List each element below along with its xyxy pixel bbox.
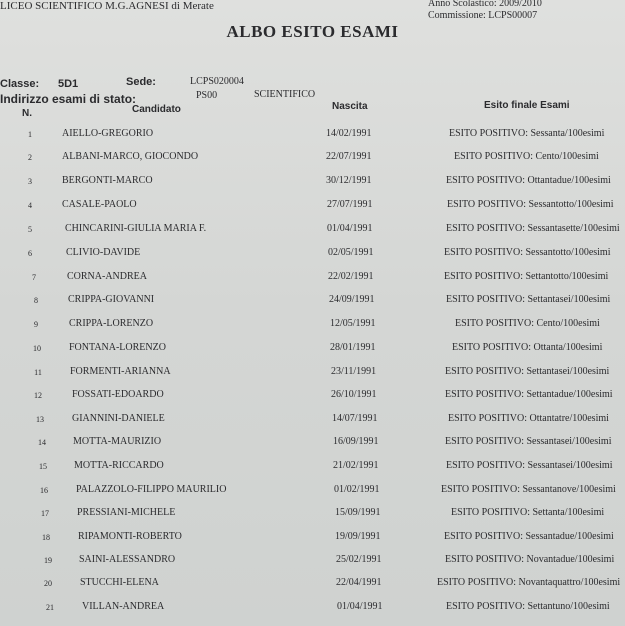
row-esito: ESITO POSITIVO: Sessantadue/100esimi [444,531,614,542]
table-row [0,480,625,502]
row-candidato: PRESSIANI-MICHELE [77,507,176,518]
row-number: 17 [41,509,49,518]
row-esito: ESITO POSITIVO: Novantadue/100esimi [445,554,615,565]
row-nascita: 21/02/1991 [333,460,379,471]
school-name: LICEO SCIENTIFICO M.G.AGNESI di Merate [0,0,214,12]
row-number: 20 [44,579,52,588]
table-row [0,385,625,407]
table-row [0,503,625,525]
row-esito: ESITO POSITIVO: Sessantotto/100esimi [444,247,611,258]
indirizzo-label: Indirizzo esami di stato: [0,92,137,106]
row-number: 16 [40,486,48,495]
row-number: 15 [39,462,47,471]
row-esito: ESITO POSITIVO: Sessantasei/100esimi [446,460,613,471]
row-esito: ESITO POSITIVO: Cento/100esimi [454,151,599,162]
row-candidato: AIELLO-GREGORIO [62,128,154,139]
col-header-esito: Esito finale Esami [484,100,570,111]
row-candidato: CLIVIO-DAVIDE [66,247,141,258]
row-candidato: SAINI-ALESSANDRO [79,554,176,565]
row-esito: ESITO POSITIVO: Settanta/100esimi [451,507,605,518]
row-nascita: 14/02/1991 [326,128,372,139]
row-esito: ESITO POSITIVO: Settantasei/100esimi [446,294,611,305]
row-nascita: 25/02/1991 [336,554,382,565]
table-row [0,432,625,454]
row-nascita: 15/09/1991 [335,507,381,518]
row-esito: ESITO POSITIVO: Cento/100esimi [455,318,600,329]
table-row [0,195,625,217]
indirizzo-value: SCIENTIFICO [254,89,316,100]
row-number: 1 [28,130,32,139]
table-row [0,314,625,336]
row-number: 21 [46,603,54,612]
row-nascita: 24/09/1991 [329,294,375,305]
table-row [0,409,625,431]
row-candidato: CASALE-PAOLO [62,199,137,210]
school-year: Anno Scolastico: 2009/2010 [428,0,542,9]
table-row [0,597,625,619]
row-candidato: MOTTA-MAURIZIO [73,436,162,447]
classe-label: Classe: [0,78,40,90]
row-candidato: MOTTA-RICCARDO [74,460,164,471]
row-candidato: STUCCHI-ELENA [80,577,159,588]
row-nascita: 19/09/1991 [335,531,381,542]
row-candidato: ALBANI-MARCO, GIOCONDO [62,151,199,162]
table-row [0,171,625,193]
row-nascita: 12/05/1991 [330,318,376,329]
row-number: 13 [36,415,44,424]
row-esito: ESITO POSITIVO: Novantaquattro/100esimi [437,577,621,588]
row-candidato: FOSSATI-EDOARDO [72,389,164,400]
row-nascita: 27/07/1991 [327,199,373,210]
row-esito: ESITO POSITIVO: Ottantadue/100esimi [446,175,611,186]
table-row [0,573,625,595]
row-candidato: FORMENTI-ARIANNA [70,366,171,377]
col-header-nascita: Nascita [332,101,368,112]
table-row [0,243,625,265]
row-candidato: FONTANA-LORENZO [69,342,166,353]
row-candidato: CHINCARINI-GIULIA MARIA F. [65,223,207,234]
row-nascita: 22/02/1991 [328,271,374,282]
row-nascita: 16/09/1991 [333,436,379,447]
row-candidato: CRIPPA-LORENZO [69,318,154,329]
row-esito: ESITO POSITIVO: Sessantasette/100esimi [446,223,620,234]
row-nascita: 30/12/1991 [326,175,372,186]
row-esito: ESITO POSITIVO: Sessantasei/100esimi [445,436,612,447]
row-esito: ESITO POSITIVO: Sessantotto/100esimi [447,199,614,210]
row-number: 7 [32,273,36,282]
row-candidato: BERGONTI-MARCO [62,175,153,186]
row-esito: ESITO POSITIVO: Settantadue/100esimi [445,389,613,400]
exam-info [428,0,542,22]
col-header-candidato: Candidato [132,104,181,115]
row-number: 18 [42,533,50,542]
row-candidato: RIPAMONTI-ROBERTO [78,531,182,542]
row-esito: ESITO POSITIVO: Sessantanove/100esimi [441,484,616,495]
indirizzo-code: PS00 [196,90,218,101]
table-row [0,456,625,478]
row-number: 11 [34,368,42,377]
row-nascita: 01/04/1991 [337,601,383,612]
col-header-n: N. [22,108,32,119]
table-row [0,267,625,289]
row-number: 4 [28,201,32,210]
commission: Commissione: LCPS00007 [428,10,538,21]
classe-value: 5D1 [58,78,79,90]
row-esito: ESITO POSITIVO: Settantotto/100esimi [444,271,609,282]
row-esito: ESITO POSITIVO: Ottanta/100esimi [452,342,603,353]
row-esito: ESITO POSITIVO: Settantuno/100esimi [446,601,610,612]
row-candidato: VILLAN-ANDREA [82,601,165,612]
row-candidato: CORNA-ANDREA [67,271,147,282]
row-number: 14 [38,438,46,447]
row-number: 9 [34,320,38,329]
row-nascita: 01/02/1991 [334,484,380,495]
table-row [0,219,625,241]
table-row [0,338,625,360]
row-candidato: GIANNINI-DANIELE [72,413,165,424]
page-title: ALBO ESITO ESAMI [226,22,399,41]
row-candidato: CRIPPA-GIOVANNI [68,294,155,305]
row-nascita: 23/11/1991 [331,366,377,377]
row-nascita: 14/07/1991 [332,413,378,424]
row-number: 5 [28,225,32,234]
table-row [0,362,625,384]
row-number: 2 [28,153,32,162]
row-number: 6 [28,249,32,258]
row-nascita: 28/01/1991 [330,342,376,353]
table-row [0,147,625,169]
row-nascita: 01/04/1991 [327,223,373,234]
sede-label: Sede: [126,76,156,88]
table-row [0,124,625,146]
row-esito: ESITO POSITIVO: Settantasei/100esimi [445,366,610,377]
row-number: 3 [28,177,32,186]
row-number: 10 [33,344,41,353]
row-number: 19 [44,556,52,565]
row-esito: ESITO POSITIVO: Sessanta/100esimi [449,128,605,139]
sede-value: LCPS020004 [190,76,244,87]
row-number: 12 [34,391,42,400]
row-nascita: 22/04/1991 [336,577,382,588]
row-nascita: 26/10/1991 [331,389,377,400]
row-number: 8 [34,296,38,305]
row-nascita: 02/05/1991 [328,247,374,258]
row-nascita: 22/07/1991 [326,151,372,162]
row-candidato: PALAZZOLO-FILIPPO MAURILIO [76,484,227,495]
table-row [0,290,625,312]
row-esito: ESITO POSITIVO: Ottantatre/100esimi [448,413,609,424]
table-row [0,550,625,572]
table-row [0,527,625,549]
